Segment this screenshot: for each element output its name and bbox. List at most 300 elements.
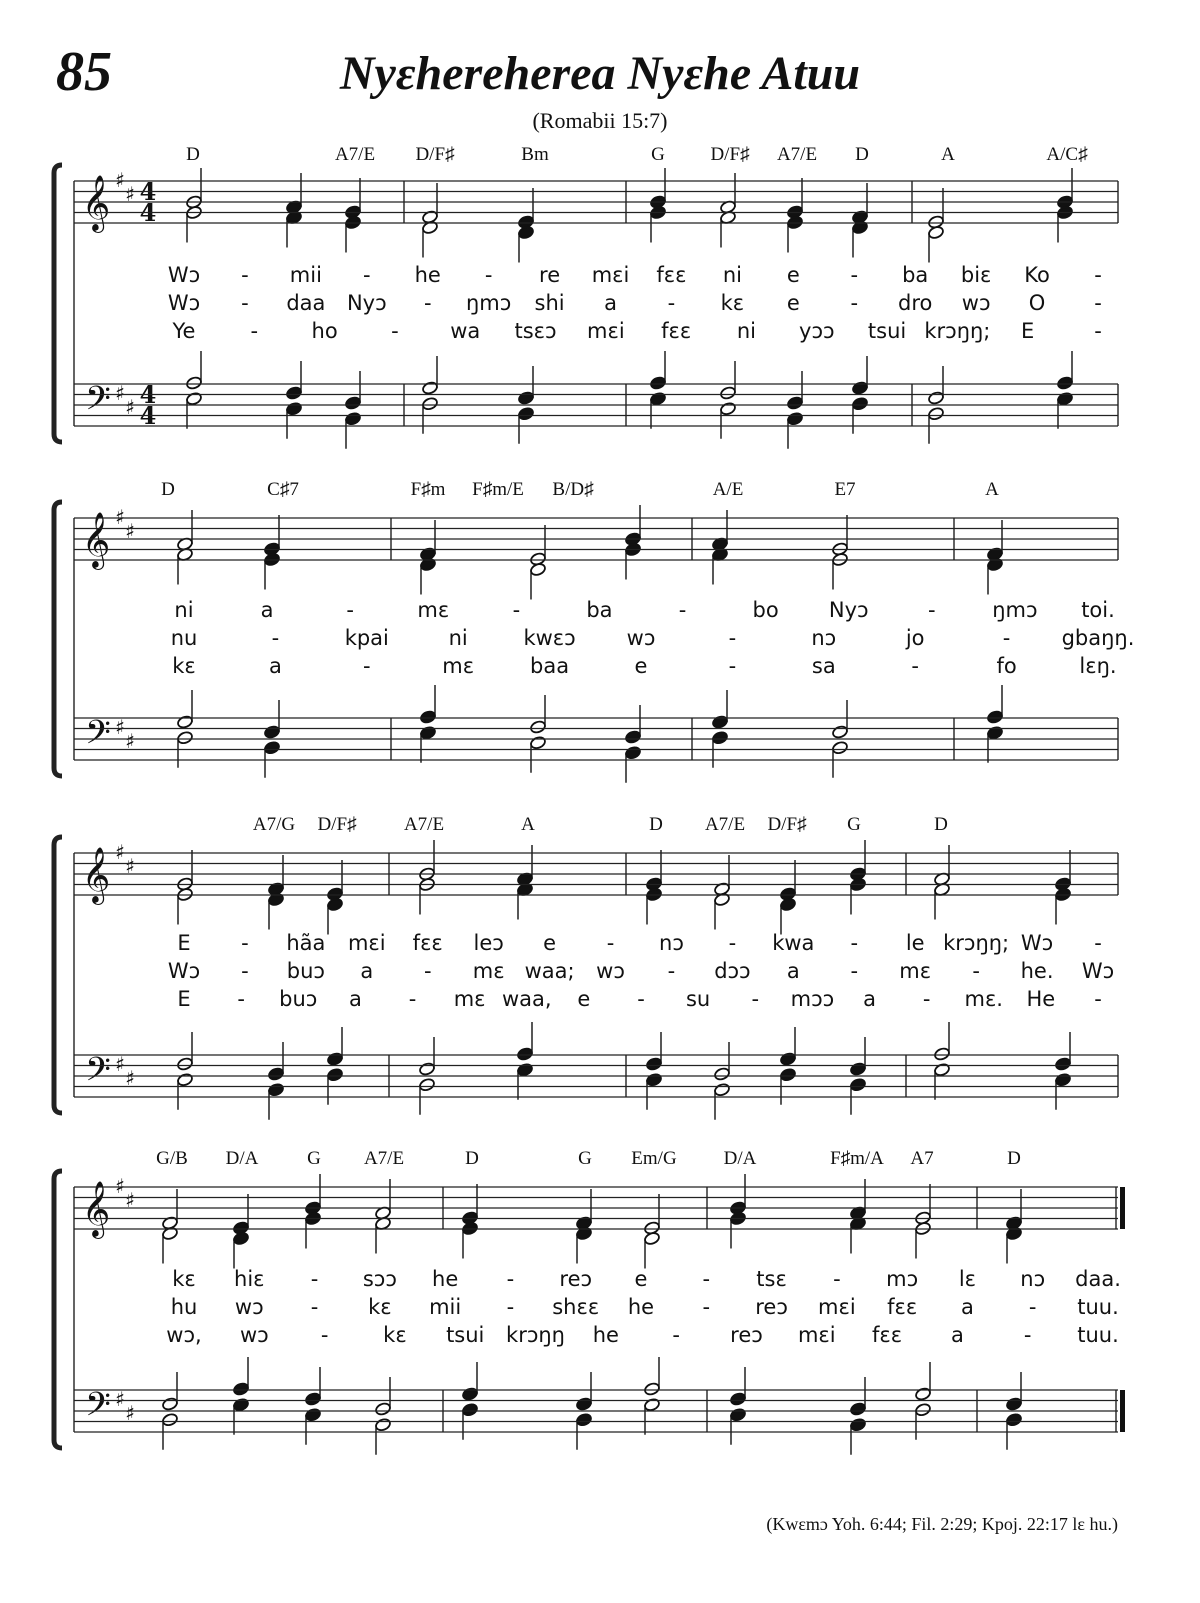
lyric-syllable: ni bbox=[722, 263, 742, 287]
lyric-syllable: mɔ bbox=[886, 1267, 919, 1291]
time-signature: 4 bbox=[139, 380, 157, 409]
notehead bbox=[831, 725, 848, 740]
lyric-syllable: - bbox=[310, 1295, 319, 1319]
chord-symbol: A7/E bbox=[776, 144, 818, 165]
chord-symbol: F♯m bbox=[410, 479, 446, 500]
system-bracket bbox=[54, 165, 62, 442]
bass-clef-icon: 𝄢 bbox=[85, 714, 111, 760]
notehead bbox=[267, 1067, 284, 1082]
lyric-syllable: hiɛ bbox=[234, 1267, 265, 1291]
notehead bbox=[326, 1052, 343, 1067]
bass-staff bbox=[74, 384, 1118, 426]
chord-symbol: C♯7 bbox=[267, 479, 299, 500]
key-sharp-icon: ♯ bbox=[115, 505, 125, 529]
lyric-syllable: nu bbox=[170, 626, 198, 650]
notehead bbox=[575, 1397, 592, 1412]
chord-symbol: A/E bbox=[712, 479, 744, 500]
lyric-syllable: buɔ bbox=[279, 987, 318, 1011]
lyric-syllable: - bbox=[241, 931, 249, 955]
notehead bbox=[1005, 1412, 1022, 1427]
lyric-syllable: - bbox=[850, 291, 859, 315]
notehead bbox=[927, 406, 944, 421]
lyric-syllable: mɛ bbox=[899, 959, 932, 983]
lyric-syllable: Nyɔ bbox=[828, 598, 869, 622]
treble-clef-icon: 𝄞 bbox=[81, 175, 111, 231]
lyric-syllable: - bbox=[1002, 626, 1011, 650]
chord-symbol: A bbox=[941, 144, 955, 165]
lyric-syllable: dɔɔ bbox=[714, 959, 751, 983]
lyric-syllable: - bbox=[728, 626, 737, 650]
key-sharp-icon: ♯ bbox=[125, 1188, 135, 1212]
chord-symbol: D bbox=[186, 144, 200, 165]
lyric-syllable: ho bbox=[311, 319, 338, 343]
lyric-syllable: - bbox=[728, 654, 737, 678]
lyric-syllable: - bbox=[241, 263, 249, 287]
lyric-syllable: - bbox=[928, 598, 936, 622]
lyric-syllable: Wɔ bbox=[167, 263, 201, 287]
notehead bbox=[786, 411, 803, 426]
lyric-syllable: e bbox=[634, 654, 648, 678]
lyric-syllable: dro bbox=[898, 291, 933, 315]
lyric-syllable: he bbox=[432, 1267, 459, 1291]
scripture-reference: (Romabii 15:7) bbox=[532, 108, 668, 133]
notehead bbox=[344, 411, 361, 426]
notehead bbox=[914, 1402, 931, 1417]
lyric-syllable: - bbox=[606, 931, 615, 955]
notehead bbox=[786, 396, 803, 411]
notehead bbox=[176, 715, 193, 730]
chord-symbol: G bbox=[651, 144, 665, 165]
key-sharp-icon: ♯ bbox=[125, 395, 135, 419]
notehead bbox=[374, 1402, 391, 1417]
lyric-syllable: - bbox=[423, 959, 432, 983]
lyric-syllable: Wɔ bbox=[167, 959, 201, 983]
notehead bbox=[986, 725, 1003, 740]
system-4 bbox=[54, 1148, 1125, 1455]
lyric-syllable: - bbox=[391, 319, 399, 343]
notehead bbox=[419, 710, 436, 725]
lyric-syllable: - bbox=[506, 1295, 515, 1319]
notehead bbox=[986, 557, 1003, 572]
lyric-syllable: hãa bbox=[286, 931, 326, 955]
notehead bbox=[1054, 1057, 1071, 1072]
lyric-syllable: - bbox=[751, 987, 760, 1011]
notehead bbox=[713, 1082, 730, 1097]
lyric-syllable: - bbox=[850, 263, 859, 287]
lyric-syllable: Ye bbox=[172, 319, 196, 343]
notehead bbox=[1005, 1397, 1022, 1412]
notehead bbox=[851, 381, 868, 396]
notehead bbox=[927, 391, 944, 406]
chord-symbol: A bbox=[985, 479, 999, 500]
lyric-syllable: ni bbox=[448, 626, 468, 650]
lyric-syllable: wɔ, bbox=[166, 1323, 202, 1347]
system-bracket bbox=[54, 502, 62, 776]
notehead bbox=[161, 1397, 178, 1412]
notehead bbox=[517, 406, 534, 421]
notehead bbox=[529, 562, 546, 577]
chord-symbol: D bbox=[855, 144, 869, 165]
key-sharp-icon: ♯ bbox=[125, 1066, 135, 1090]
notehead bbox=[719, 386, 736, 401]
lyric-syllable: - bbox=[672, 1323, 680, 1347]
chord-symbol: A7/E bbox=[704, 814, 746, 835]
lyric-syllable: kɛ bbox=[172, 654, 196, 678]
notehead bbox=[232, 1397, 249, 1412]
notehead bbox=[529, 720, 546, 735]
notehead bbox=[849, 1062, 866, 1077]
lyric-syllable: toi. bbox=[1081, 598, 1115, 622]
lyric-syllable: gbaŋŋ. bbox=[1061, 626, 1135, 650]
lyric-syllable: he bbox=[414, 263, 441, 287]
notehead bbox=[516, 1047, 533, 1062]
chord-symbol: A7/E bbox=[334, 144, 376, 165]
lyric-syllable: nɔ bbox=[659, 931, 684, 955]
notehead bbox=[421, 396, 438, 411]
notehead bbox=[232, 1382, 249, 1397]
lyric-syllable: fo bbox=[996, 654, 1017, 678]
lyric-syllable: - bbox=[850, 931, 859, 955]
lyric-syllable: ŋmɔ bbox=[466, 291, 512, 315]
lyric-syllable: lɛ bbox=[958, 1267, 977, 1291]
lyric-syllable: ni bbox=[174, 598, 194, 622]
chord-symbol: G bbox=[847, 814, 861, 835]
key-sharp-icon: ♯ bbox=[115, 381, 125, 405]
notehead bbox=[344, 396, 361, 411]
treble-staff bbox=[74, 1187, 1118, 1229]
notehead bbox=[421, 381, 438, 396]
lyric-syllable: le bbox=[905, 931, 925, 955]
notehead bbox=[176, 1057, 193, 1072]
notehead bbox=[461, 1402, 478, 1417]
lyric-syllable: wɔ bbox=[961, 291, 991, 315]
lyric-syllable: - bbox=[678, 598, 687, 622]
lyric-syllable: mɛ bbox=[442, 654, 475, 678]
lyric-syllable: waa; bbox=[524, 959, 575, 983]
bass-clef-icon: 𝄢 bbox=[85, 380, 111, 426]
notehead bbox=[374, 1417, 391, 1432]
notehead bbox=[304, 1407, 321, 1422]
lyric-syllable: fɛɛ bbox=[887, 1295, 918, 1319]
time-signature: 4 bbox=[139, 177, 157, 206]
notehead bbox=[461, 1387, 478, 1402]
key-sharp-icon: ♯ bbox=[125, 729, 135, 753]
lyric-syllable: a bbox=[950, 1323, 964, 1347]
notehead bbox=[326, 1067, 343, 1082]
lyric-syllable: tsɛ bbox=[756, 1267, 787, 1291]
chord-symbol: D/F♯ bbox=[317, 814, 357, 835]
notehead bbox=[779, 897, 796, 912]
time-signature: 4 bbox=[139, 401, 157, 430]
notehead bbox=[1005, 1226, 1022, 1241]
lyric-syllable: E bbox=[177, 987, 191, 1011]
lyric-syllable: - bbox=[271, 626, 280, 650]
chord-symbol: A7/E bbox=[403, 814, 445, 835]
notehead bbox=[161, 1226, 178, 1241]
lyric-syllable: fɛɛ bbox=[661, 319, 692, 343]
lyric-syllable: tsɛɔ bbox=[514, 319, 557, 343]
notehead bbox=[779, 1067, 796, 1082]
chord-symbol: D/F♯ bbox=[710, 144, 750, 165]
lyric-syllable: Wɔ bbox=[1020, 931, 1054, 955]
lyric-syllable: sa bbox=[811, 654, 836, 678]
key-sharp-icon: ♯ bbox=[125, 182, 135, 206]
lyric-syllable: mɛi bbox=[587, 319, 625, 343]
system-2 bbox=[54, 479, 1134, 783]
notehead bbox=[729, 1407, 746, 1422]
chord-symbol: D/F♯ bbox=[415, 144, 455, 165]
chord-symbol: D bbox=[161, 479, 175, 500]
lyric-syllable: ba bbox=[902, 263, 929, 287]
lyric-syllable: mɛ bbox=[453, 987, 486, 1011]
notehead bbox=[304, 1392, 321, 1407]
notehead bbox=[649, 376, 666, 391]
notehead bbox=[267, 892, 284, 907]
key-sharp-icon: ♯ bbox=[115, 1387, 125, 1411]
chord-symbol: D bbox=[1007, 1148, 1021, 1169]
treble-clef-icon: 𝄞 bbox=[81, 1181, 111, 1237]
notehead bbox=[624, 730, 641, 745]
chord-symbol: A7/G bbox=[252, 814, 296, 835]
lyric-syllable: e bbox=[786, 263, 800, 287]
notehead bbox=[285, 386, 302, 401]
chord-symbol: A/C♯ bbox=[1046, 144, 1088, 165]
notehead bbox=[263, 740, 280, 755]
treble-staff bbox=[74, 853, 1118, 895]
lyric-syllable: kɛ bbox=[172, 1267, 196, 1291]
treble-clef-icon: 𝄞 bbox=[81, 847, 111, 903]
notehead bbox=[927, 225, 944, 240]
lyric-syllable: - bbox=[423, 291, 432, 315]
lyric-syllable: kɛ bbox=[383, 1323, 407, 1347]
notehead bbox=[851, 396, 868, 411]
lyric-syllable: a bbox=[260, 598, 274, 622]
lyric-syllable: - bbox=[408, 987, 417, 1011]
chord-symbol: F♯m/A bbox=[830, 1148, 884, 1169]
lyric-syllable: e bbox=[577, 987, 591, 1011]
notehead bbox=[779, 1052, 796, 1067]
lyric-syllable: - bbox=[250, 319, 259, 343]
notehead bbox=[713, 892, 730, 907]
lyric-syllable: buɔ bbox=[286, 959, 325, 983]
lyric-syllable: - bbox=[241, 291, 249, 315]
notehead bbox=[263, 725, 280, 740]
system-3 bbox=[54, 814, 1118, 1120]
notehead bbox=[711, 730, 728, 745]
bass-clef-icon: 𝄢 bbox=[85, 1386, 111, 1432]
lyric-syllable: Nyɔ bbox=[346, 291, 387, 315]
lyric-syllable: a bbox=[786, 959, 800, 983]
notehead bbox=[326, 897, 343, 912]
notehead bbox=[713, 1067, 730, 1082]
lyric-syllable: bo bbox=[752, 598, 779, 622]
lyric-syllable: tsui bbox=[867, 319, 907, 343]
chord-symbol: D bbox=[649, 814, 663, 835]
lyric-syllable: - bbox=[972, 959, 980, 983]
lyric-syllable: hu bbox=[170, 1295, 198, 1319]
lyric-syllable: fɛɛ bbox=[656, 263, 687, 287]
lyric-syllable: Wɔ bbox=[1081, 959, 1115, 983]
lyric-syllable: he. bbox=[1020, 959, 1054, 983]
notehead bbox=[517, 225, 534, 240]
lyric-syllable: - bbox=[310, 1267, 319, 1291]
notehead bbox=[719, 401, 736, 416]
lyric-syllable: krɔŋŋ; bbox=[943, 931, 1010, 955]
notehead bbox=[849, 1402, 866, 1417]
notehead bbox=[516, 1062, 533, 1077]
treble-clef-icon: 𝄞 bbox=[81, 512, 111, 568]
lyric-syllable: e bbox=[543, 931, 557, 955]
lyric-syllable: - bbox=[484, 263, 493, 287]
lyric-syllable: - bbox=[728, 931, 737, 955]
lyric-syllable: tsui bbox=[446, 1323, 485, 1347]
key-sharp-icon: ♯ bbox=[115, 840, 125, 864]
lyric-syllable: - bbox=[512, 598, 521, 622]
lyric-syllable: - bbox=[237, 987, 245, 1011]
notehead bbox=[851, 220, 868, 235]
lyric-syllable: daa bbox=[286, 291, 326, 315]
lyric-syllable: e bbox=[786, 291, 800, 315]
notehead bbox=[986, 710, 1003, 725]
chord-symbol: G bbox=[307, 1148, 321, 1169]
lyric-syllable: shɛɛ bbox=[552, 1295, 600, 1319]
lyric-syllable: - bbox=[1094, 987, 1102, 1011]
lyric-syllable: waa, bbox=[501, 987, 552, 1011]
lyric-syllable: he bbox=[592, 1323, 619, 1347]
notehead bbox=[185, 391, 202, 406]
lyric-syllable: - bbox=[363, 263, 371, 287]
key-sharp-icon: ♯ bbox=[115, 1174, 125, 1198]
lyric-syllable: - bbox=[1094, 291, 1102, 315]
lyric-syllable: mɛi bbox=[797, 1323, 836, 1347]
chord-symbol: F♯m/E bbox=[472, 479, 524, 500]
lyric-syllable: fɛɛ bbox=[872, 1323, 903, 1347]
lyric-syllable: - bbox=[506, 1267, 515, 1291]
lyric-syllable: baa bbox=[530, 654, 570, 678]
lyric-syllable: - bbox=[1023, 1323, 1032, 1347]
lyric-syllable: wɔ bbox=[626, 626, 656, 650]
lyric-syllable: he bbox=[627, 1295, 655, 1319]
final-barline bbox=[1120, 1187, 1125, 1229]
chord-symbol: Bm bbox=[521, 144, 549, 165]
lyric-syllable: mɔɔ bbox=[790, 987, 835, 1011]
chord-symbol: A7/E bbox=[363, 1148, 405, 1169]
notehead bbox=[1054, 1072, 1071, 1087]
notehead bbox=[418, 1077, 435, 1092]
notehead bbox=[575, 1412, 592, 1427]
lyric-syllable: mii bbox=[429, 1295, 462, 1319]
lyric-syllable: - bbox=[922, 987, 931, 1011]
notehead bbox=[575, 1226, 592, 1241]
lyric-syllable: krɔŋŋ; bbox=[924, 319, 991, 343]
chord-symbol: D bbox=[465, 1148, 479, 1169]
key-sharp-icon: ♯ bbox=[115, 1052, 125, 1076]
key-sharp-icon: ♯ bbox=[115, 168, 125, 192]
bass-staff bbox=[74, 1390, 1118, 1432]
lyric-syllable: ni bbox=[736, 319, 757, 343]
chord-symbol: D bbox=[934, 814, 948, 835]
lyric-syllable: biɛ bbox=[960, 263, 992, 287]
notehead bbox=[1056, 391, 1073, 406]
notehead bbox=[643, 1382, 660, 1397]
lyric-syllable: tuu. bbox=[1077, 1323, 1119, 1347]
lyric-syllable: wɔ bbox=[596, 959, 625, 983]
lyric-syllable: kwa bbox=[772, 931, 815, 955]
notehead bbox=[933, 1047, 950, 1062]
lyric-syllable: Ko bbox=[1024, 263, 1050, 287]
footer-references: (Kwɛmɔ Yoh. 6:44; Fil. 2:29; Kpoj. 22:17 lɛ hu.) bbox=[766, 1514, 1118, 1534]
lyric-syllable: - bbox=[1094, 319, 1102, 343]
notehead bbox=[232, 1231, 249, 1246]
key-sharp-icon: ♯ bbox=[125, 854, 135, 878]
lyric-syllable: - bbox=[1028, 1295, 1037, 1319]
lyric-syllable: nɔ bbox=[811, 626, 837, 650]
lyric-syllable: - bbox=[702, 1267, 711, 1291]
chord-symbol: E7 bbox=[834, 479, 856, 500]
notehead bbox=[1056, 376, 1073, 391]
notehead bbox=[849, 1417, 866, 1432]
lyric-syllable: su bbox=[685, 987, 711, 1011]
notehead bbox=[176, 1072, 193, 1087]
lyric-syllable: - bbox=[667, 291, 676, 315]
notehead bbox=[161, 1412, 178, 1427]
notehead bbox=[267, 1082, 284, 1097]
treble-staff bbox=[74, 181, 1118, 223]
system-bracket bbox=[54, 1171, 62, 1448]
lyric-syllable: kwɛɔ bbox=[523, 626, 576, 650]
lyric-syllable: e bbox=[634, 1267, 648, 1291]
lyric-syllable: wa bbox=[450, 319, 481, 343]
notehead bbox=[643, 1231, 660, 1246]
notehead bbox=[419, 557, 436, 572]
lyric-syllable: reɔ bbox=[755, 1295, 788, 1319]
lyric-syllable: ŋmɔ bbox=[992, 598, 1038, 622]
final-barline bbox=[1120, 1390, 1125, 1432]
lyric-syllable: kɛ bbox=[368, 1295, 392, 1319]
lyric-syllable: a bbox=[604, 291, 617, 315]
lyric-syllable: - bbox=[1094, 263, 1102, 287]
lyric-syllable: - bbox=[833, 1267, 841, 1291]
notehead bbox=[529, 735, 546, 750]
bass-staff bbox=[74, 1055, 1118, 1097]
system-bracket bbox=[54, 837, 62, 1113]
notehead bbox=[421, 220, 438, 235]
lyric-syllable: - bbox=[667, 959, 676, 983]
notehead bbox=[517, 391, 534, 406]
notehead bbox=[831, 740, 848, 755]
lyric-syllable: - bbox=[702, 1295, 711, 1319]
chord-symbol: A bbox=[521, 814, 535, 835]
notehead bbox=[643, 1397, 660, 1412]
system-1 bbox=[54, 144, 1118, 449]
lyric-syllable: yɔɔ bbox=[799, 319, 835, 343]
lyric-syllable: kpai bbox=[344, 626, 389, 650]
lyric-syllable: krɔŋŋ bbox=[506, 1323, 566, 1347]
lyric-syllable: - bbox=[850, 959, 859, 983]
lyric-syllable: mɛ bbox=[417, 598, 450, 622]
notehead bbox=[418, 1062, 435, 1077]
lyric-syllable: sɔɔ bbox=[362, 1267, 397, 1291]
lyric-syllable: mɛ bbox=[472, 959, 505, 983]
lyric-syllable: - bbox=[320, 1323, 329, 1347]
chord-symbol: D/F♯ bbox=[767, 814, 807, 835]
notehead bbox=[711, 715, 728, 730]
notehead bbox=[933, 1062, 950, 1077]
lyric-syllable: mɛ. bbox=[964, 987, 1003, 1011]
lyric-syllable: Wɔ bbox=[167, 291, 201, 315]
chord-symbol: B/D♯ bbox=[552, 479, 594, 500]
lyric-syllable: - bbox=[363, 654, 371, 678]
